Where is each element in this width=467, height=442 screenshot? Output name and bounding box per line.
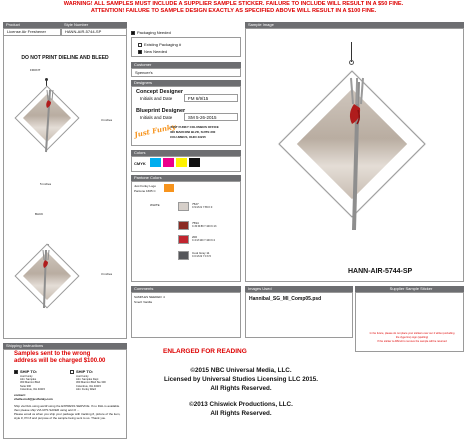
front-width-dim: 3 inches [101, 118, 113, 122]
contact-email: chelle.molt@justfunky.com [14, 397, 53, 401]
enlarged-note: ENLARGED FOR READING [163, 348, 247, 355]
back-label: BACK [35, 212, 44, 216]
pantone-swatch [178, 221, 189, 230]
dieline-note: DO NOT PRINT DIELINE AND BLEED [21, 55, 109, 61]
existing-packaging-checkbox[interactable] [138, 43, 142, 47]
pantone-name: Cool Gray 11 [192, 251, 210, 255]
customer-header: Customer [131, 62, 241, 68]
pantone-name: 7527 [192, 202, 199, 206]
new-needed-checkbox[interactable] [138, 50, 142, 54]
back-fork-art [36, 246, 56, 312]
designers-header: Designers [131, 80, 241, 86]
sticker-note-2: If the sticker is difficult to remove the sample will be returned [377, 340, 447, 343]
shipping-warn-2: address will be charged $100.00 [14, 358, 106, 364]
pantone-swatch [178, 202, 189, 211]
existing-packaging: Existing Packaging # [138, 42, 181, 47]
contact-label: contact: [14, 393, 26, 397]
comments-line-1: SAMPLES NEEDED: 4 [134, 295, 165, 299]
front-fork-art [38, 86, 58, 156]
pantone-logo-note: Just Funky Logo [134, 184, 157, 188]
ship-to-left: SHIP TO: [14, 369, 37, 374]
sample-fork-art [336, 70, 376, 240]
sticker-header: Supplier Sample Sticker [355, 286, 464, 292]
legal-line-3: All Rights Reserved. [210, 385, 272, 392]
blueprint-designer-label: Blueprint Designer [136, 108, 186, 114]
comments-line-2: Smell: Vanilla [134, 300, 152, 304]
cmyk-swatch-cyan [150, 158, 161, 167]
pantone-logo-pms: Pantone 1665 C [134, 189, 156, 193]
ship-to-right: SHIP TO: [70, 369, 93, 374]
legal-line-4: ©2013 Chiswick Productions, LLC. [189, 401, 293, 408]
shipping-header: Shipping Instructions [3, 343, 127, 349]
company-name: JUST FUNKY COLUMBUS OFFICE [170, 125, 219, 129]
ship-to-left-checkbox[interactable] [14, 370, 18, 374]
pantone-header: Pantone Colors [131, 175, 241, 181]
pantone-name: 7594 [192, 221, 199, 225]
shipping-instructions: Ship via DHL using acct# using the EXPRESS SERVICE. If no DHL is available then please ship VIA UPS SAVER using acct # ... Please email us when you ship your package with tracking #, picture of the item, style #, PO # and purpose of the sample being sent to us. Thank you. [14, 404, 121, 420]
pantone-note: C:4 M:100 Y:100 K:2 [192, 239, 216, 242]
packaging-needed-checkbox[interactable] [131, 31, 135, 35]
cmyk-swatch-magenta [163, 158, 174, 167]
warning-line-2: ATTENTION! FAILURE TO SAMPLE DESIGN EXACTLY AS SPECIFIED ABOVE WILL RESULT IN A $100 FINE. [90, 8, 377, 14]
images-used-file: Hannibal_SG_MI_Comp05.psd [249, 296, 322, 302]
pantone-note: C:30 M:89 Y:100 K:13 [192, 225, 217, 228]
pantone-swatch [178, 251, 189, 260]
style-header: Style Number [61, 22, 127, 28]
comments-header: Comments [131, 286, 241, 292]
concept-designer-value: FM 6/9/15 [184, 94, 238, 102]
pantone-note: C:9 M:21 Y:65 K:0 [192, 206, 213, 209]
cmyk-swatch-yellow [176, 158, 187, 167]
pantone-note: C:0 M:22 Y:0 K:5 [192, 255, 211, 258]
hang-hole-sample [349, 60, 354, 65]
style-value: HANN-AIR-5744-SP [61, 28, 127, 36]
cmyk-label: CMYK [134, 161, 146, 166]
concept-designer-sub: Initials and Date [140, 96, 173, 101]
legal-line-1: ©2015 NBC Universal Media, LLC. [190, 367, 292, 374]
blueprint-designer-value: SM 5-26-2015 [184, 113, 238, 121]
front-label: FRONT [30, 68, 41, 72]
packaging-needed: Packaging Needed [131, 30, 171, 35]
colors-header: Colors [131, 150, 241, 156]
pantone-name: 200 [192, 235, 198, 239]
product-value: License Air Freshener [3, 28, 61, 36]
images-used-header: Images Used [245, 286, 353, 292]
company-address-1: 300 MARCONI BLVD, SUITE 300 [170, 130, 216, 134]
new-packaging: New Needed [138, 49, 167, 54]
concept-designer-label: Concept Designer [136, 89, 184, 95]
front-height-dim: 5 inches [40, 182, 52, 186]
ship-to-right-checkbox[interactable] [70, 370, 74, 374]
sample-image-header: Sample Image [245, 22, 464, 28]
sticker-note-1: In the future, please do not place your stickers over our 2 white (excluding the dyge line) sign (spelling) [369, 332, 455, 339]
cmyk-swatch-black [189, 158, 200, 167]
customer-value: Spencer's [131, 68, 241, 77]
just-funky-logo: Just Funky [133, 121, 177, 140]
pantone-logo-swatch [164, 184, 174, 192]
company-address-2: COLUMBUS, OHIO 43215 [170, 135, 206, 139]
sample-style-label: HANN-AIR-5744-SP [348, 268, 413, 275]
legal-line-2: Licensed by Universal Studios Licensing LLC 2015. [164, 376, 318, 383]
shipping-warn-1: Samples sent to the wrong [14, 351, 91, 357]
pantone-swatch [178, 235, 189, 244]
product-header: Product [3, 22, 61, 28]
artwork-panel [3, 35, 127, 339]
ship-to-right-address: Just Funky Attn: Samples Dept 300 Marconi Blvd Ste 300 Columbus, OH 43215 Attn: Funky Ward [76, 375, 106, 391]
pantone-name: WHITE [150, 203, 160, 207]
back-width-dim: 3 inches [101, 272, 113, 276]
ship-to-left-address: Just Funky Attn: Samples 300 Marconi Blvd Suite 300 Columbus, OH 43215 [20, 375, 45, 391]
warning-line-1: WARNING! ALL SAMPLES MUST INCLUDE A SUPPLIER SAMPLE STICKER. FAILURE TO INCLUDE WILL RESULT IN A $50 FINE. [63, 1, 404, 7]
hang-hole-front [45, 78, 48, 81]
legal-line-5: All Rights Reserved. [210, 410, 272, 417]
legal-block [131, 366, 351, 418]
blueprint-designer-sub: Initials and Date [140, 115, 173, 120]
